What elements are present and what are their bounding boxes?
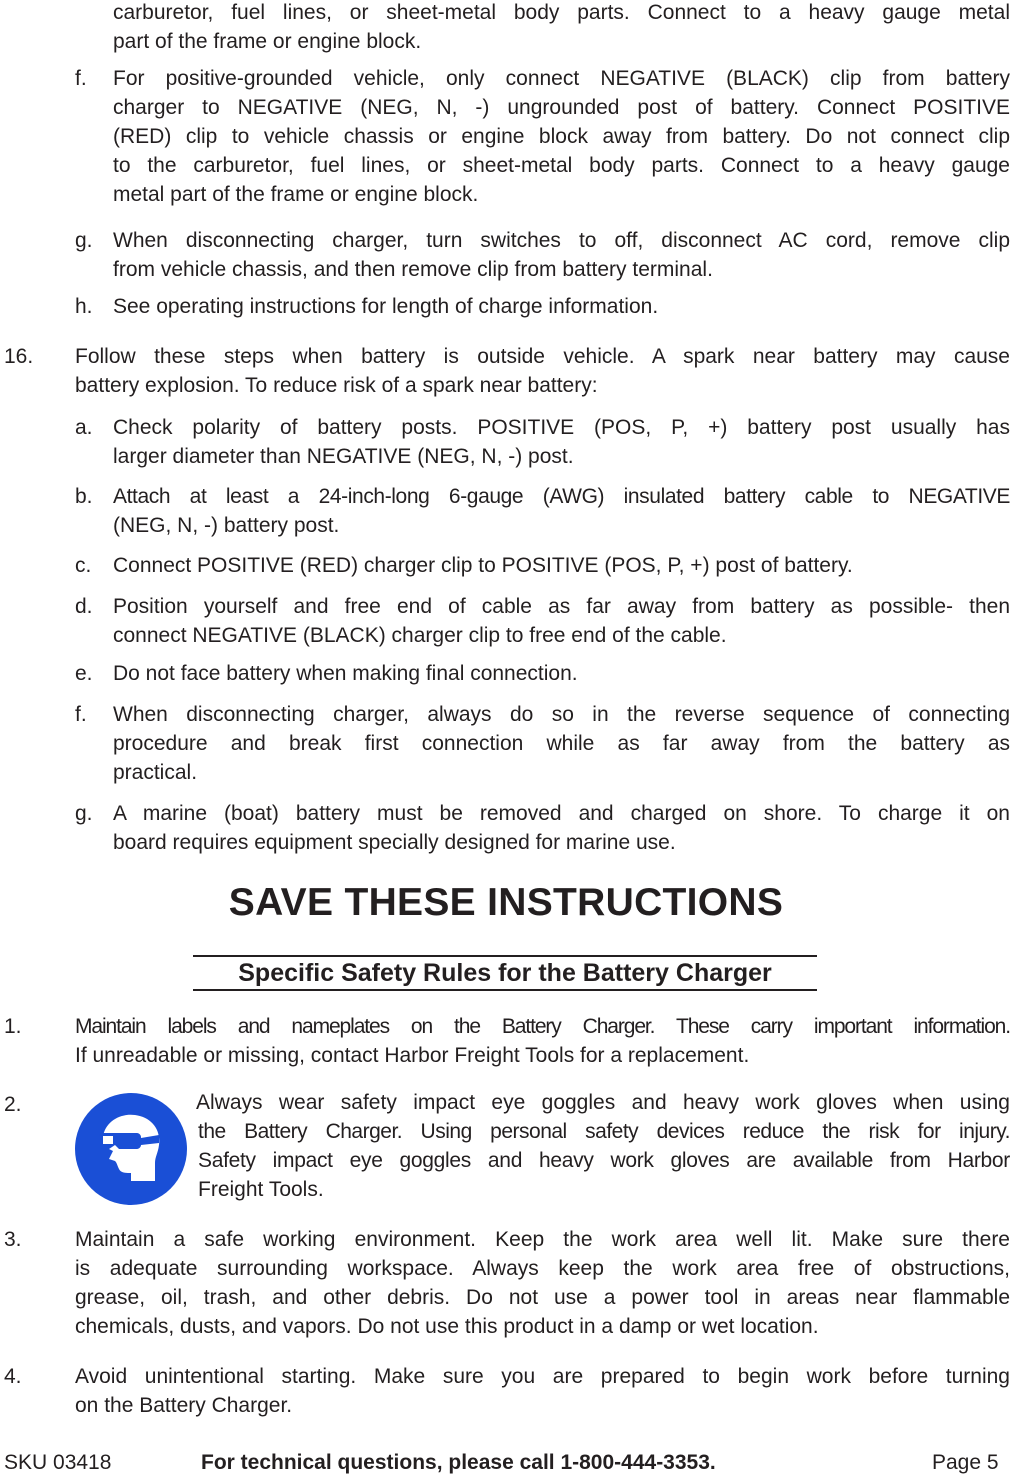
text-line: to the carburetor, fuel lines, or sheet-metal body parts. Connect to a heavy gauge	[113, 154, 1010, 177]
text-line: (NEG, N, -) battery post.	[113, 514, 340, 537]
text-line: Maintain labels and nameplates on the Battery Charger. These carry important information.	[75, 1015, 1010, 1038]
list-number: 2.	[4, 1093, 22, 1116]
text-line: procedure and break first connection while as far away from the battery as	[113, 732, 1010, 755]
list-label: g.	[75, 802, 93, 825]
section-heading: Specific Safety Rules for the Battery Charger	[193, 955, 817, 991]
text-line: connect NEGATIVE (BLACK) charger clip to free end of the cable.	[113, 624, 727, 647]
list-label: d.	[75, 595, 93, 618]
text-line: Safety impact eye goggles and heavy work gloves are available from Harbor	[198, 1149, 1010, 1172]
text-line: Connect POSITIVE (RED) charger clip to POSITIVE (POS, P, +) post of battery.	[113, 554, 853, 577]
list-number: 4.	[4, 1365, 22, 1388]
list-label: h.	[75, 295, 93, 318]
text-line: Attach at least a 24-inch-long 6-gauge (AWG) insulated battery cable to NEGATIVE	[113, 485, 1010, 508]
list-number: 1.	[4, 1015, 22, 1038]
list-label: c.	[75, 554, 92, 577]
text-line: practical.	[113, 761, 198, 784]
text-line: Freight Tools.	[198, 1178, 324, 1201]
text-line: A marine (boat) battery must be removed and charged on shore. To charge it on	[113, 802, 1010, 825]
text-line: For positive-grounded vehicle, only connect NEGATIVE (BLACK) clip from battery	[113, 67, 1010, 90]
text-line: from vehicle chassis, and then remove clip from battery terminal.	[113, 258, 713, 281]
text-line: Check polarity of battery posts. POSITIVE (POS, P, +) battery post usually has	[113, 416, 1010, 439]
text-line: Position yourself and free end of cable as far away from battery as possible- then	[113, 595, 1010, 618]
list-number: 3.	[4, 1228, 22, 1251]
text-line: on the Battery Charger.	[75, 1394, 293, 1417]
text-line: is adequate surrounding workspace. Always keep the work area free of obstructions,	[75, 1257, 1010, 1280]
footer-phone: For technical questions, please call 1-800-444-3353.	[201, 1451, 716, 1474]
text-line: grease, oil, trash, and other debris. Do not use a power tool in areas near flammable	[75, 1286, 1010, 1309]
footer-page-number: Page 5	[932, 1451, 999, 1474]
text-line: When disconnecting charger, always do so in the reverse sequence of connecting	[113, 703, 1010, 726]
text-line: larger diameter than NEGATIVE (NEG, N, -) post.	[113, 445, 574, 468]
page-title: SAVE THESE INSTRUCTIONS	[228, 881, 784, 924]
text-line: Maintain a safe working environment. Keep the work area well lit. Make sure there	[75, 1228, 1010, 1251]
list-label: g.	[75, 229, 93, 252]
footer-sku: SKU 03418	[4, 1451, 112, 1474]
list-label: a.	[75, 416, 93, 439]
list-label: b.	[75, 485, 93, 508]
text-line: If unreadable or missing, contact Harbor Freight Tools for a replacement.	[75, 1044, 750, 1067]
list-label: f.	[75, 703, 87, 726]
text-line: When disconnecting charger, turn switches to off, disconnect AC cord, remove clip	[113, 229, 1010, 252]
text-line: part of the frame or engine block.	[113, 30, 422, 53]
text-line: the Battery Charger. Using personal safety devices reduce the risk for injury.	[198, 1120, 1010, 1143]
text-line: Follow these steps when battery is outside vehicle. A spark near battery may cause	[75, 345, 1010, 368]
text-line: charger to NEGATIVE (NEG, N, -) ungrounded post of battery. Connect POSITIVE	[113, 96, 1010, 119]
text-line: chemicals, dusts, and vapors. Do not use this product in a damp or wet location.	[75, 1315, 819, 1338]
text-line: board requires equipment specially designed for marine use.	[113, 831, 676, 854]
text-line: (RED) clip to vehicle chassis or engine block away from battery. Do not connect clip	[113, 125, 1010, 148]
list-label: e.	[75, 662, 93, 685]
list-label: f.	[75, 67, 87, 90]
list-number: 16.	[4, 345, 34, 368]
text-line: battery explosion. To reduce risk of a spark near battery:	[75, 374, 598, 397]
text-line: Always wear safety impact eye goggles and heavy work gloves when using	[196, 1091, 1010, 1114]
safety-goggles-icon	[75, 1093, 187, 1205]
text-line: carburetor, fuel lines, or sheet-metal body parts. Connect to a heavy gauge metal	[113, 1, 1010, 24]
text-line: Avoid unintentional starting. Make sure you are prepared to begin work before turning	[75, 1365, 1010, 1388]
text-line: metal part of the frame or engine block.	[113, 183, 479, 206]
text-line: See operating instructions for length of charge information.	[113, 295, 659, 318]
text-line: Do not face battery when making final connection.	[113, 662, 578, 685]
